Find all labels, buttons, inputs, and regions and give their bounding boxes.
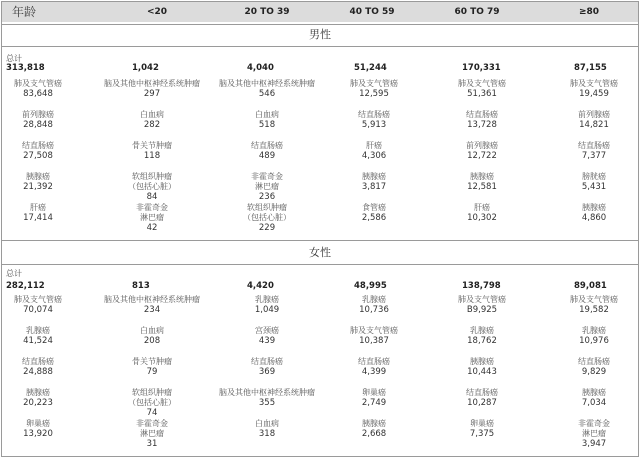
cancer-type-label: 肺及支气管癌	[570, 79, 618, 88]
death-count-value: 20,223	[23, 398, 53, 408]
cancer-type-label: 乳腺癌	[362, 295, 386, 304]
cancer-type-label: 结直肠癌	[251, 357, 283, 366]
cancer-cell	[207, 79, 327, 100]
cancer-cell	[422, 295, 542, 316]
cancer-type-label: 肺及支气管癌	[458, 79, 506, 88]
cancer-type-label: 胰腺癌	[26, 388, 50, 397]
cancer-cell	[92, 203, 212, 234]
death-count-value: 19,459	[579, 89, 609, 99]
cancer-cell	[0, 141, 78, 162]
cancer-cell	[534, 79, 640, 100]
death-count-value: 10,387	[359, 336, 389, 346]
cancer-cell	[0, 79, 78, 100]
cancer-type-label: 胰腺癌	[582, 203, 606, 212]
table-header	[2, 2, 638, 22]
death-count-value: 1,049	[254, 305, 280, 315]
death-count-value: 9,829	[581, 367, 607, 377]
cancer-cell	[314, 388, 434, 409]
age-group-header: <20	[146, 7, 168, 17]
death-count-value: 4,399	[361, 367, 387, 377]
cancer-cell	[314, 203, 434, 224]
death-count-value: 84	[146, 192, 158, 202]
cancer-type-label: 非霍奇金 淋巴瘤	[136, 419, 168, 438]
cancer-type-label: 脑及其他中枢神经系统肿瘤	[219, 79, 315, 88]
male-section-title: 男性	[2, 24, 638, 47]
cancer-cell	[534, 357, 640, 378]
cancer-cell	[207, 172, 327, 203]
cancer-cell	[92, 110, 212, 131]
death-count-value: 439	[258, 336, 276, 346]
cancer-type-label: 肺及支气管癌	[458, 295, 506, 304]
cancer-type-label: 胰腺癌	[362, 172, 386, 181]
death-count-value: 355	[258, 398, 276, 408]
cancer-cell	[314, 357, 434, 378]
death-count-value: 208	[143, 336, 161, 346]
death-count-value: 10,287	[467, 398, 497, 408]
cancer-cell	[314, 141, 434, 162]
cancer-type-label: 非霍奇金 淋巴瘤	[578, 419, 610, 438]
death-count-value: 489	[258, 151, 276, 161]
cancer-cell	[422, 357, 542, 378]
column-total-value: 138,798	[462, 281, 501, 291]
cancer-type-label: 前列腺癌	[22, 110, 54, 119]
death-count-value: 5,431	[581, 182, 607, 192]
cancer-cell	[422, 203, 542, 224]
column-total-value: 4,040	[247, 63, 274, 73]
cancer-cell	[0, 172, 78, 193]
cancer-type-label: 非霍奇金 淋巴瘤	[136, 203, 168, 222]
column-total-value: 170,331	[462, 63, 501, 73]
cancer-type-label: 结直肠癌	[358, 357, 390, 366]
death-count-value: 10,976	[579, 336, 609, 346]
cancer-type-label: 白血病	[140, 110, 164, 119]
column-total-value: 1,042	[132, 63, 159, 73]
death-count-value: 14,821	[579, 120, 609, 130]
cancer-type-label: 软组织肿瘤 （包括心脏）	[128, 388, 176, 407]
cancer-cell	[0, 357, 78, 378]
column-total-value: 89,081	[574, 281, 607, 291]
cancer-type-label: 白血病	[255, 419, 279, 428]
cancer-cell	[422, 79, 542, 100]
cancer-cell	[0, 295, 78, 316]
cancer-cell	[422, 141, 542, 162]
cancer-type-label: 乳腺癌	[255, 295, 279, 304]
cancer-type-label: 结直肠癌	[251, 141, 283, 150]
cancer-cell	[0, 326, 78, 347]
age-group-header: 60 TO 79	[454, 7, 500, 17]
male-total-label: 总计	[6, 54, 22, 63]
cancer-cell	[534, 172, 640, 193]
cancer-type-label: 宫颈癌	[255, 326, 279, 335]
cancer-type-label: 卵巢癌	[470, 419, 494, 428]
cancer-cell	[92, 79, 212, 100]
cancer-type-label: 非霍奇金 淋巴瘤	[251, 172, 283, 191]
cancer-type-label: 脑及其他中枢神经系统肿瘤	[219, 388, 315, 397]
cancer-type-label: 软组织肿瘤 （包括心脏）	[128, 172, 176, 191]
death-count-value: 24,888	[23, 367, 53, 377]
age-header-label: 年龄	[12, 5, 37, 19]
death-count-value: 229	[258, 223, 276, 233]
column-total-value: 48,995	[354, 281, 387, 291]
death-count-value: 7,377	[581, 151, 607, 161]
column-total-value: 313,818	[6, 63, 45, 73]
cancer-type-label: 前列腺癌	[578, 110, 610, 119]
cancer-type-label: 结直肠癌	[22, 357, 54, 366]
death-count-value: 5,913	[361, 120, 387, 130]
cancer-cell	[0, 419, 78, 440]
cancer-cell	[314, 295, 434, 316]
death-count-value: 27,508	[23, 151, 53, 161]
cancer-cell	[0, 388, 78, 409]
cancer-type-label: 骨关节肿瘤	[132, 357, 172, 366]
cancer-type-label: 结直肠癌	[22, 141, 54, 150]
cancer-type-label: 白血病	[140, 326, 164, 335]
cancer-cell	[207, 295, 327, 316]
cancer-cell	[534, 419, 640, 450]
death-count-value: 70,074	[23, 305, 53, 315]
column-total-value: 87,155	[574, 63, 607, 73]
death-count-value: 7,375	[469, 429, 495, 439]
death-count-value: 318	[258, 429, 276, 439]
death-count-value: 12,581	[467, 182, 497, 192]
cancer-type-label: 白血病	[255, 110, 279, 119]
cancer-type-label: 肝癌	[366, 141, 382, 150]
death-count-value: 51,361	[467, 89, 497, 99]
female-total-label: 总计	[6, 269, 22, 278]
cancer-type-label: 胰腺癌	[470, 357, 494, 366]
cancer-type-label: 结直肠癌	[578, 357, 610, 366]
cancer-deaths-table	[1, 1, 639, 457]
cancer-cell	[92, 172, 212, 203]
cancer-cell	[92, 388, 212, 419]
death-count-value: 3,947	[581, 439, 607, 449]
cancer-type-label: 肺及支气管癌	[350, 326, 398, 335]
cancer-cell	[534, 203, 640, 224]
cancer-cell	[207, 388, 327, 409]
cancer-type-label: 骨关节肿瘤	[132, 141, 172, 150]
age-group-header: 20 TO 39	[244, 7, 290, 17]
female-section-title: 女性	[2, 242, 638, 265]
cancer-cell	[92, 141, 212, 162]
cancer-cell	[207, 419, 327, 440]
death-count-value: 10,443	[467, 367, 497, 377]
death-count-value: 12,595	[359, 89, 389, 99]
death-count-value: 41,524	[23, 336, 53, 346]
cancer-cell	[314, 110, 434, 131]
column-total-value: 51,244	[354, 63, 387, 73]
cancer-cell	[92, 357, 212, 378]
cancer-cell	[534, 388, 640, 409]
death-count-value: 297	[143, 89, 161, 99]
cancer-cell	[314, 419, 434, 440]
cancer-type-label: 结直肠癌	[578, 141, 610, 150]
cancer-type-label: 胰腺癌	[470, 172, 494, 181]
cancer-cell	[422, 388, 542, 409]
death-count-value: B9,925	[466, 305, 498, 315]
cancer-type-label: 软组织肿瘤 （包括心脏）	[243, 203, 291, 222]
cancer-type-label: 胰腺癌	[362, 419, 386, 428]
death-count-value: 3,817	[361, 182, 387, 192]
column-total-value: 813	[132, 281, 150, 291]
death-count-value: 74	[146, 408, 158, 418]
death-count-value: 13,920	[23, 429, 53, 439]
cancer-type-label: 食管癌	[362, 203, 386, 212]
cancer-type-label: 乳腺癌	[582, 326, 606, 335]
death-count-value: 17,414	[23, 213, 53, 223]
death-count-value: 10,302	[467, 213, 497, 223]
death-count-value: 83,648	[23, 89, 53, 99]
death-count-value: 42	[146, 223, 158, 233]
cancer-type-label: 卵巢癌	[362, 388, 386, 397]
cancer-type-label: 肺及支气管癌	[570, 295, 618, 304]
cancer-cell	[422, 419, 542, 440]
death-count-value: 10,736	[359, 305, 389, 315]
cancer-type-label: 肺及支气管癌	[350, 79, 398, 88]
cancer-cell	[534, 295, 640, 316]
cancer-type-label: 前列腺癌	[466, 141, 498, 150]
death-count-value: 518	[258, 120, 276, 130]
death-count-value: 31	[146, 439, 158, 449]
cancer-cell	[92, 419, 212, 450]
death-count-value: 28,848	[23, 120, 53, 130]
death-count-value: 4,860	[581, 213, 607, 223]
column-total-value: 282,112	[6, 281, 45, 291]
cancer-cell	[422, 326, 542, 347]
cancer-type-label: 膀胱癌	[582, 172, 606, 181]
cancer-type-label: 结直肠癌	[358, 110, 390, 119]
cancer-type-label: 肝癌	[474, 203, 490, 212]
cancer-type-label: 胰腺癌	[26, 172, 50, 181]
death-count-value: 12,722	[467, 151, 497, 161]
cancer-cell	[207, 203, 327, 234]
cancer-type-label: 卵巢癌	[26, 419, 50, 428]
cancer-cell	[534, 326, 640, 347]
death-count-value: 2,586	[361, 213, 387, 223]
divider	[2, 240, 638, 241]
cancer-cell	[207, 110, 327, 131]
death-count-value: 282	[143, 120, 161, 130]
cancer-cell	[207, 326, 327, 347]
cancer-cell	[534, 110, 640, 131]
death-count-value: 18,762	[467, 336, 497, 346]
death-count-value: 7,034	[581, 398, 607, 408]
cancer-cell	[422, 172, 542, 193]
death-count-value: 2,668	[361, 429, 387, 439]
death-count-value: 21,392	[23, 182, 53, 192]
death-count-value: 118	[143, 151, 161, 161]
death-count-value: 236	[258, 192, 276, 202]
age-group-header: 40 TO 59	[349, 7, 395, 17]
cancer-type-label: 胰腺癌	[582, 388, 606, 397]
death-count-value: 546	[258, 89, 276, 99]
cancer-cell	[314, 172, 434, 193]
death-count-value: 2,749	[361, 398, 387, 408]
cancer-cell	[314, 79, 434, 100]
cancer-cell	[534, 141, 640, 162]
cancer-type-label: 肺及支气管癌	[14, 79, 62, 88]
cancer-cell	[0, 203, 78, 224]
cancer-type-label: 结直肠癌	[466, 388, 498, 397]
cancer-type-label: 脑及其他中枢神经系统肿瘤	[104, 79, 200, 88]
death-count-value: 234	[143, 305, 161, 315]
cancer-type-label: 肝癌	[30, 203, 46, 212]
cancer-type-label: 结直肠癌	[466, 110, 498, 119]
death-count-value: 19,582	[579, 305, 609, 315]
cancer-cell	[207, 141, 327, 162]
death-count-value: 369	[258, 367, 276, 377]
cancer-cell	[92, 326, 212, 347]
cancer-type-label: 脑及其他中枢神经系统肿瘤	[104, 295, 200, 304]
cancer-cell	[422, 110, 542, 131]
cancer-type-label: 乳腺癌	[26, 326, 50, 335]
column-total-value: 4,420	[247, 281, 274, 291]
age-group-header: ≥80	[578, 7, 600, 17]
death-count-value: 13,728	[467, 120, 497, 130]
cancer-cell	[207, 357, 327, 378]
cancer-type-label: 乳腺癌	[470, 326, 494, 335]
death-count-value: 79	[146, 367, 158, 377]
cancer-type-label: 肺及支气管癌	[14, 295, 62, 304]
cancer-cell	[314, 326, 434, 347]
death-count-value: 4,306	[361, 151, 387, 161]
cancer-cell	[92, 295, 212, 316]
cancer-cell	[0, 110, 78, 131]
